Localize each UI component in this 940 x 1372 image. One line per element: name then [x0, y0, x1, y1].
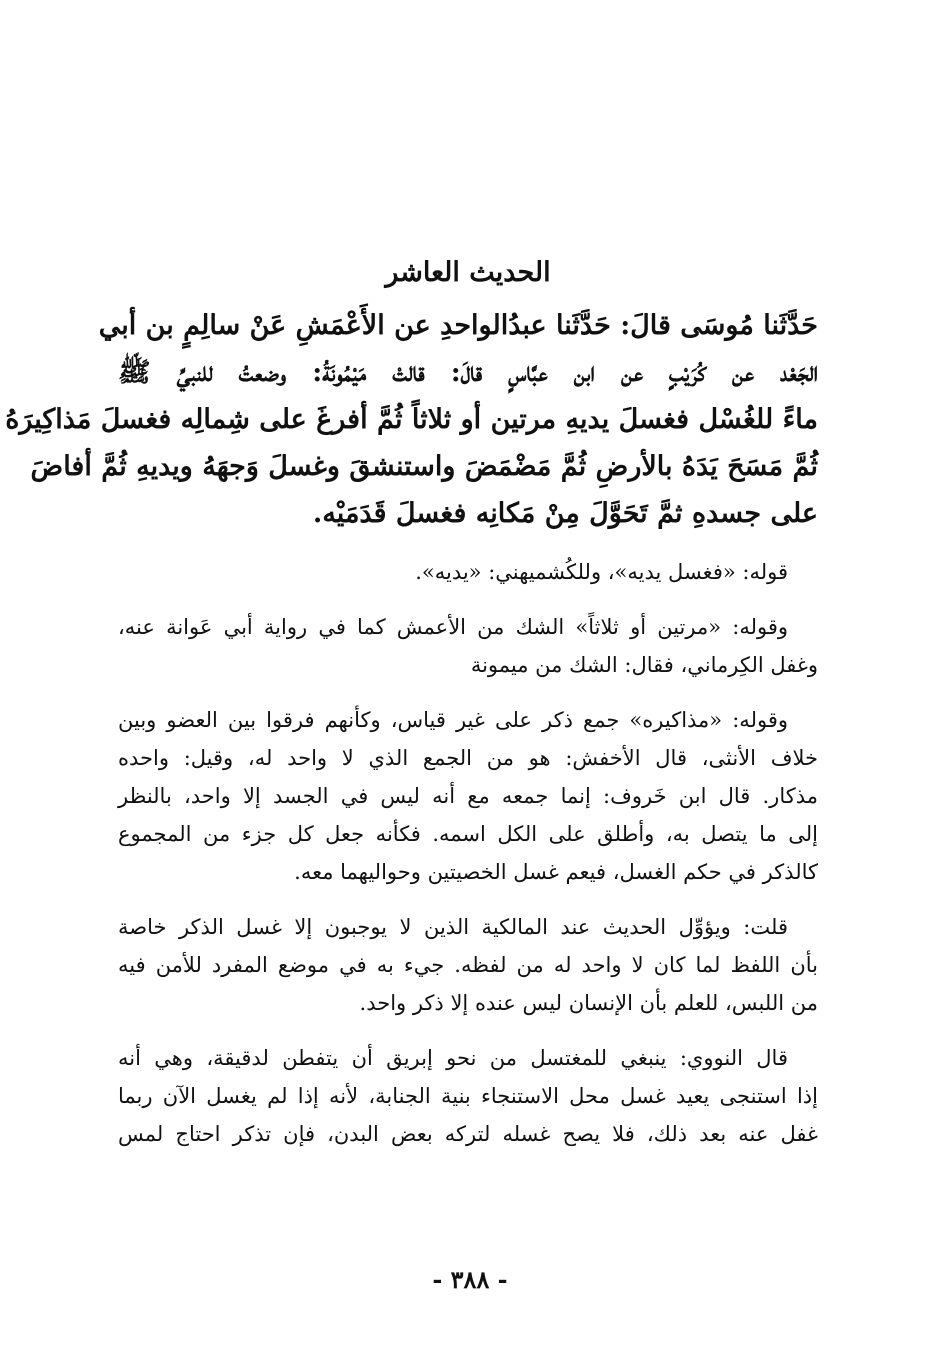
- paragraph-line: بأن اللفظ لما كان لا واحد له من لفظه. جيء به في موضع المفرد للأمن فيه: [118, 953, 818, 977]
- hadith-line: ثُمَّ مَسَحَ يَدَهُ بالأرضِ ثُمَّ مَضْمَضَ واستنشقَ وغسلَ وَجهَهُ ويديهِ ثُمَّ أفاضَ: [30, 451, 818, 482]
- paragraph-line: وقوله: «مذاكيره» جمع ذكر على غير قياس، وكأنهم فرقوا بين العضو وبين: [118, 708, 788, 732]
- paragraph-line: خلاف الأنثى، قال الأخفش: هو من الجمع الذي لا واحد له، وقيل: واحده: [118, 746, 818, 770]
- paragraph-line: إلى ما يتصل به، وأطلق على الكل اسمه. فكأنه جعل كل جزء من المجموع: [118, 822, 818, 846]
- hadith-line: على جسدهِ ثمَّ تَحَوَّلَ مِنْ مَكانِه فغسلَ قَدَمَيْه.: [312, 498, 818, 529]
- paragraph-line: قوله: «فغسل يديه»، وللكُشميهني: «يديه».: [415, 560, 788, 584]
- paragraph-line: وقوله: «مرتين أو ثلاثاً» الشك من الأعمش كما في رواية أبي عَوانة عنه،: [118, 615, 788, 639]
- hadith-line: الجَعْد عن كُرَيْبٍ عن ابن عبَّاسٍ قالَ: قالتْ مَيْمُونَةُ: وضعتُ للنبيِّ ﷺ: [118, 357, 818, 388]
- paragraph-line: غفل عنه بعد ذلك، فلا يصح غسله لتركه بعض البدن، فإن تذكر احتاج لمس: [118, 1122, 818, 1146]
- page-number: - ٣٨٨ -: [432, 1265, 508, 1294]
- commentary-paragraph-1: [118, 553, 818, 591]
- paragraph-line: كالذكر في حكم الغسل، فيعم غسل الخصيتين وحواليهما معه.: [294, 860, 818, 884]
- commentary-paragraph-3: [118, 701, 818, 891]
- hadith-line: ماءً للغُسْل فغسلَ يديهِ مرتين أو ثلاثاً ثُمَّ أفرغَ على شِمالِه فغسلَ مَذاكِيرَهُ: [5, 404, 818, 435]
- commentary-paragraph-5: [118, 1039, 818, 1153]
- paragraph-line: إذا استنجى يعيد غسل محل الاستنجاء بنية الجنابة، لأنه إذا لم يغسل الآن ربما: [118, 1084, 818, 1108]
- paragraph-line: قال النووي: ينبغي للمغتسل من نحو إبريق أن يتفطن لدقيقة، وهي أنه: [118, 1046, 788, 1070]
- paragraph-line: مذكار. قال ابن خَروف: إنما جمعه مع أنه ليس في الجسد إلا واحد، بالنظر: [118, 784, 818, 808]
- chapter-heading: الحديث العاشر: [385, 257, 551, 288]
- hadith-line: حَدَّثَنا مُوسَى قالَ: حَدَّثَنا عبدُالواحدِ عن الأَعْمَشِ عَنْ سالِمٍ بن أبي: [98, 310, 818, 341]
- paragraph-line: قلت: ويؤوِّل الحديث عند المالكية الذين لا يوجبون إلا غسل الذكر خاصة: [118, 915, 788, 939]
- paragraph-line: وغفل الكِرماني، فقال: الشك من ميمونة: [470, 653, 818, 677]
- page-body: [5, 248, 818, 1170]
- commentary-paragraph-2: [118, 608, 818, 684]
- hadith-text: [5, 302, 818, 537]
- commentary-paragraph-4: [118, 908, 818, 1022]
- paragraph-line: من اللبس، للعلم بأن الإنسان ليس عنده إلا ذكر واحد.: [359, 991, 818, 1015]
